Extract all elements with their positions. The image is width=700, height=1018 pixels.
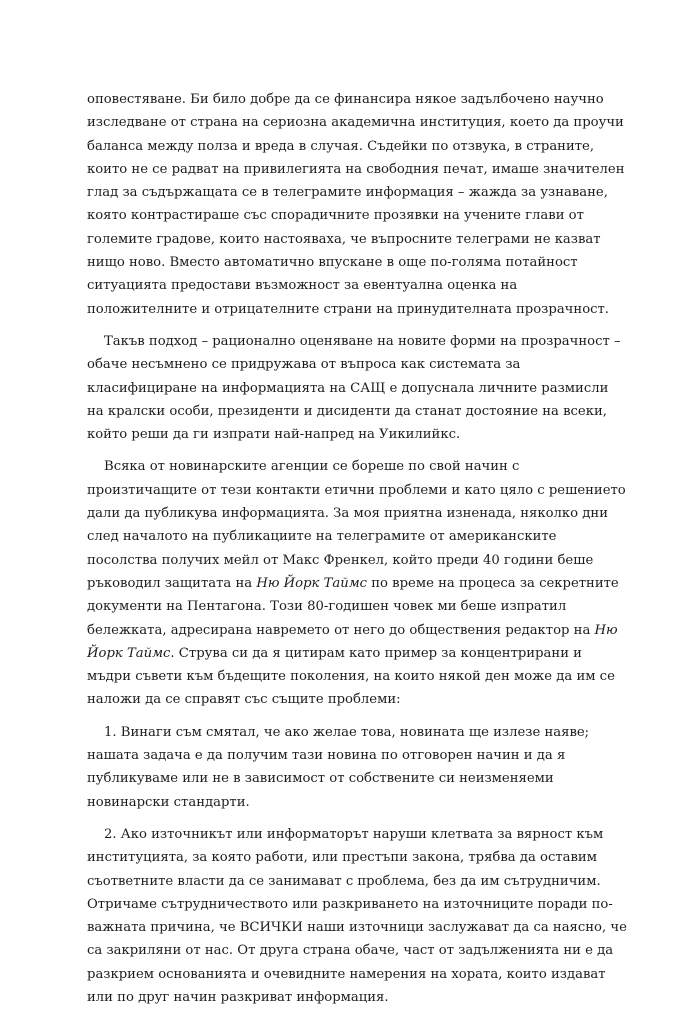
list-item-1 bbox=[87, 721, 627, 814]
paragraph-3-text-c: . Струва си да я цитирам като пример за концентрирани и мъдри съвети към бъдещите поколения, на които някой ден може да им се наложи да се справят със същите проблеми: bbox=[87, 645, 615, 708]
list-item-1-text: 1. Винаги съм смятал, че ако желае това, новината ще излезе наяве; нашата задача е да получим тази новина по отговорен начин и да я публикуваме или не в зависимост от собствените си неизменяеми новинарски стандарти. bbox=[87, 724, 590, 810]
paragraph-3-text-b: по време на процеса за секретните документи на Пентагона. Този 80-годишен човек ми беше изпратил бележката, адресирана навремето от него до обществения редактор на bbox=[87, 575, 619, 638]
document-page bbox=[87, 88, 627, 1018]
list-item-2 bbox=[87, 823, 627, 1009]
paragraph-1-text: оповестяване. Би било добре да се финансира някое задълбочено научно изследване от страна на сериозна академична институция, което да проучи баланса между полза и вреда в случая. Съдейки по отзвука, в страните, които не се радват на привилегията на свободния печат, имаше значителен глад за съдържащата се в телеграмите информация – жажда за узнаване, която контрастираше със спорадичните прозявки на учените глави от големите градове, които настояваха, че въпросните телеграми не казват нищо ново. Вместо автоматично впускане в още по-голяма потайност ситуацията предостави възможност за евентуална оценка на положителните и отрицателните страни на принудителната прозрачност. bbox=[87, 92, 625, 317]
paragraph-3 bbox=[87, 455, 627, 711]
paragraph-1 bbox=[87, 88, 627, 321]
newspaper-title-1: Ню Йорк Таймс bbox=[256, 575, 368, 591]
paragraph-3-text-a: Всяка от новинарските агенции се бореше по свой начин с произтичащите от тези контакти етични проблеми и като цяло с решението дали да публикува информацията. За моя приятна изненада, няколко дни след началото на публикациите на телеграмите от американските посолства получих мейл от Макс Френкел, който преди 40 години беше ръководил защитата на bbox=[87, 459, 626, 591]
list-item-2-text: 2. Ако източникът или информаторът наруши клетвата за вярност към институцията, за която работи, или престъпи закона, трябва да оставим съответните власти да се занимават с проблема, без да им сътрудничим. Отричаме сътрудничеството или разкриването на източниците поради по-важната причина, че ВСИЧКИ наши източници заслужават да са наясно, че са закриляни от нас. От друга страна обаче, част от задълженията ни е да разкрием основанията и очевидните намерения на хората, които издават или по друг начин разкриват информация. bbox=[87, 826, 627, 1005]
newspaper-title-2: Ню Йорк Таймс bbox=[87, 622, 618, 661]
paragraph-2 bbox=[87, 330, 627, 446]
paragraph-2-text: Такъв подход – рационално оценяване на новите форми на прозрачност – обаче несъмнено се придружава от въпроса как системата за класифициране на информацията на САЩ е допуснала личните размисли на кралски особи, президенти и дисиденти да станат достояние на всеки, който реши да ги изпрати най-напред на Уикилийкс. bbox=[87, 333, 621, 443]
